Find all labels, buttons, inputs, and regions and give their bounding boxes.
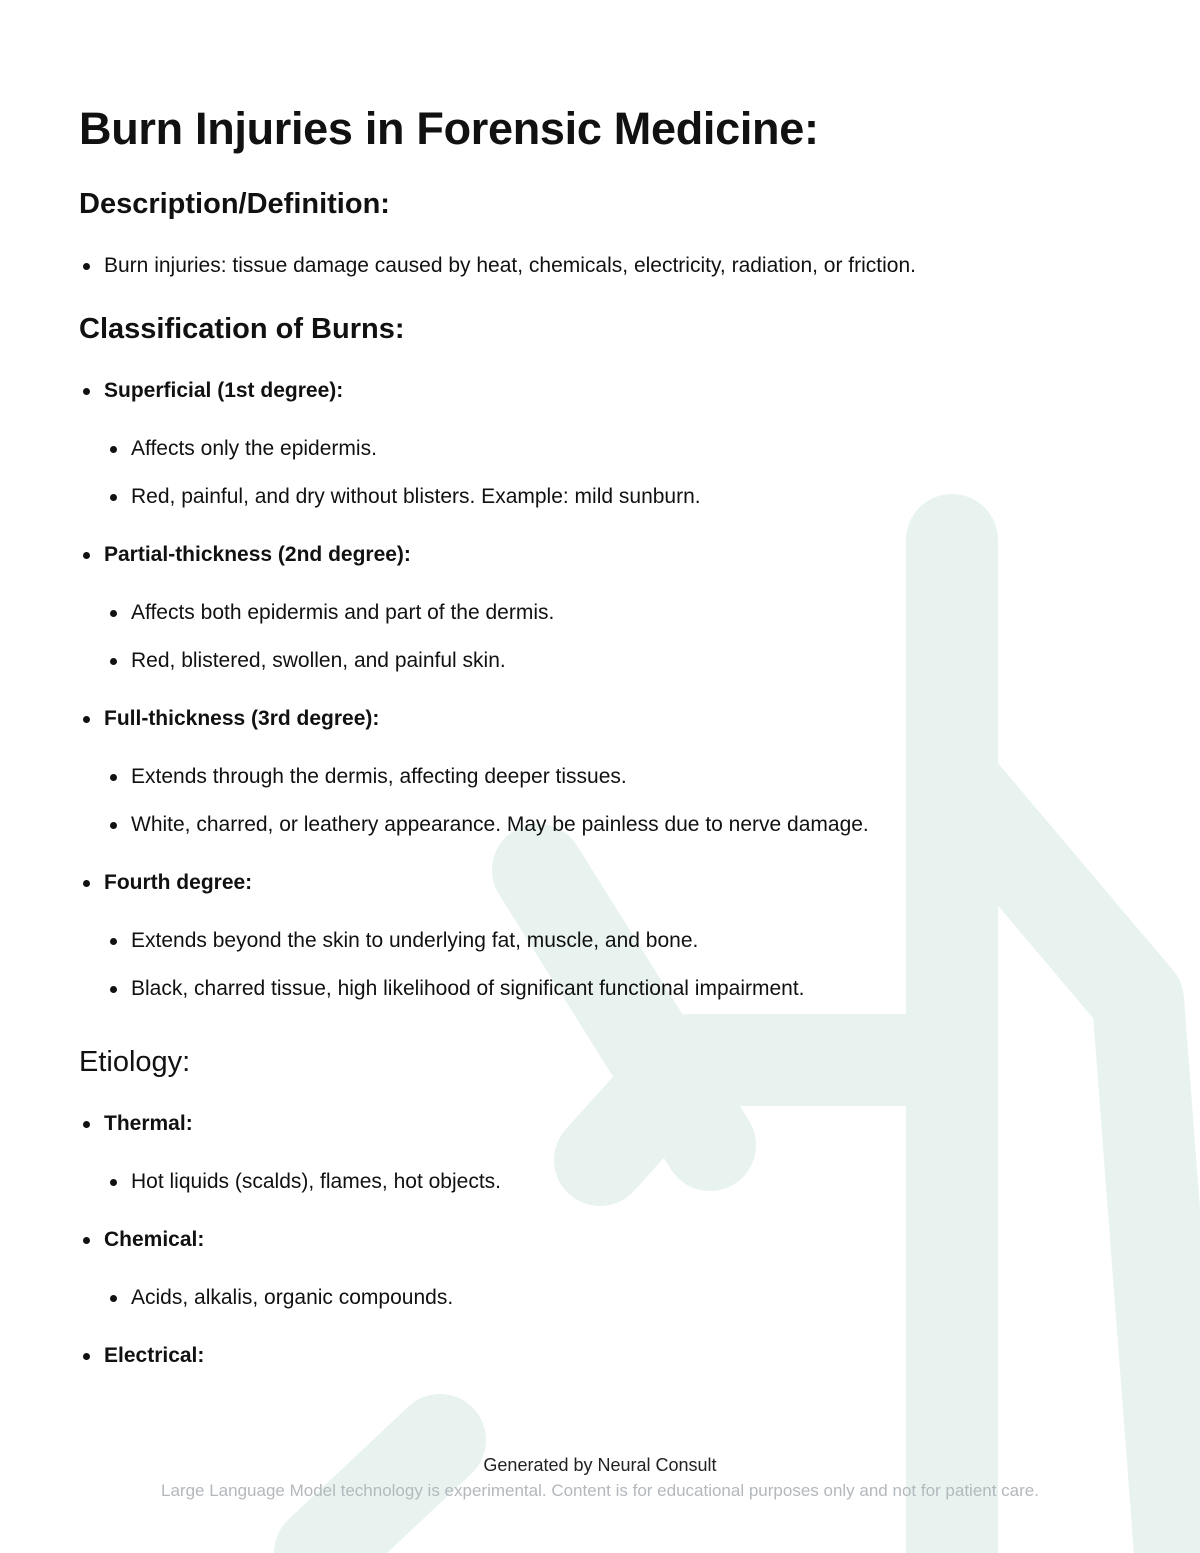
list-item-text: Superficial (1st degree): xyxy=(104,379,344,402)
list-item-text: Electrical: xyxy=(104,1344,205,1367)
bullet-icon xyxy=(83,1121,90,1128)
sub-list-item xyxy=(131,646,506,676)
sub-list-item xyxy=(131,926,698,956)
list-item-text: Full-thickness (3rd degree): xyxy=(104,707,380,730)
bullet-icon xyxy=(110,494,117,501)
bullet-icon xyxy=(110,1179,117,1186)
sub-list-item xyxy=(131,810,869,840)
list-item xyxy=(104,868,252,898)
bullet-icon xyxy=(83,388,90,395)
list-item-text: Fourth degree: xyxy=(104,871,253,894)
list-item-text: Partial-thickness (2nd degree): xyxy=(104,543,411,566)
bullet-icon xyxy=(110,446,117,453)
sub-list-item-text: Red, blistered, swollen, and painful skin. xyxy=(131,649,506,672)
list-item-text: Thermal: xyxy=(104,1112,193,1135)
sub-list-item-text: Acids, alkalis, organic compounds. xyxy=(131,1286,454,1309)
bullet-icon xyxy=(110,610,117,617)
page-title: Burn Injuries in Forensic Medicine: xyxy=(79,103,819,154)
list-item xyxy=(104,540,411,570)
sub-list-item xyxy=(131,1283,453,1313)
bullet-icon xyxy=(83,716,90,723)
bullet-icon xyxy=(110,822,117,829)
sub-list-item xyxy=(131,598,554,628)
sub-list-item xyxy=(131,1167,501,1197)
sub-list-item xyxy=(131,762,627,792)
bullet-icon xyxy=(83,880,90,887)
sub-list-item xyxy=(131,482,701,512)
footer-generated-by: Generated by Neural Consult xyxy=(483,1455,717,1475)
list-item-text: Chemical: xyxy=(104,1228,205,1251)
bullet-icon xyxy=(110,774,117,781)
sub-list-item-text: Affects both epidermis and part of the dermis. xyxy=(131,601,555,624)
sub-list-item xyxy=(131,434,377,464)
list-item xyxy=(104,376,343,406)
list-item xyxy=(104,1109,193,1139)
bullet-icon xyxy=(110,986,117,993)
sub-list-item-text: Extends through the dermis, affecting deeper tissues. xyxy=(131,765,627,788)
sub-list-item-text: Hot liquids (scalds), flames, hot objects. xyxy=(131,1170,501,1193)
bullet-icon xyxy=(83,552,90,559)
bullet-icon xyxy=(110,938,117,945)
list-item xyxy=(104,251,916,281)
bullet-icon xyxy=(110,658,117,665)
section-heading-definition: Description/Definition: xyxy=(79,188,390,220)
list-item-text: Burn injuries: tissue damage caused by heat, chemicals, electricity, radiation, or friction. xyxy=(104,254,916,277)
sub-list-item-text: White, charred, or leathery appearance. May be painless due to nerve damage. xyxy=(131,813,869,836)
section-heading-classification: Classification of Burns: xyxy=(79,313,405,345)
sub-list-item xyxy=(131,974,805,1004)
list-item xyxy=(104,704,379,734)
list-item xyxy=(104,1341,204,1371)
bullet-icon xyxy=(83,1353,90,1360)
bullet-icon xyxy=(110,1295,117,1302)
footer-disclaimer: Large Language Model technology is experimental. Content is for educational purposes only and not for patient care. xyxy=(161,1481,1039,1500)
sub-list-item-text: Affects only the epidermis. xyxy=(131,437,377,460)
bullet-icon xyxy=(83,263,90,270)
sub-list-item-text: Extends beyond the skin to underlying fat, muscle, and bone. xyxy=(131,929,699,952)
sub-list-item-text: Red, painful, and dry without blisters. Example: mild sunburn. xyxy=(131,485,701,508)
bullet-icon xyxy=(83,1237,90,1244)
section-heading-etiology: Etiology: xyxy=(79,1046,191,1078)
list-item xyxy=(104,1225,204,1255)
sub-list-item-text: Black, charred tissue, high likelihood of significant functional impairment. xyxy=(131,977,805,1000)
